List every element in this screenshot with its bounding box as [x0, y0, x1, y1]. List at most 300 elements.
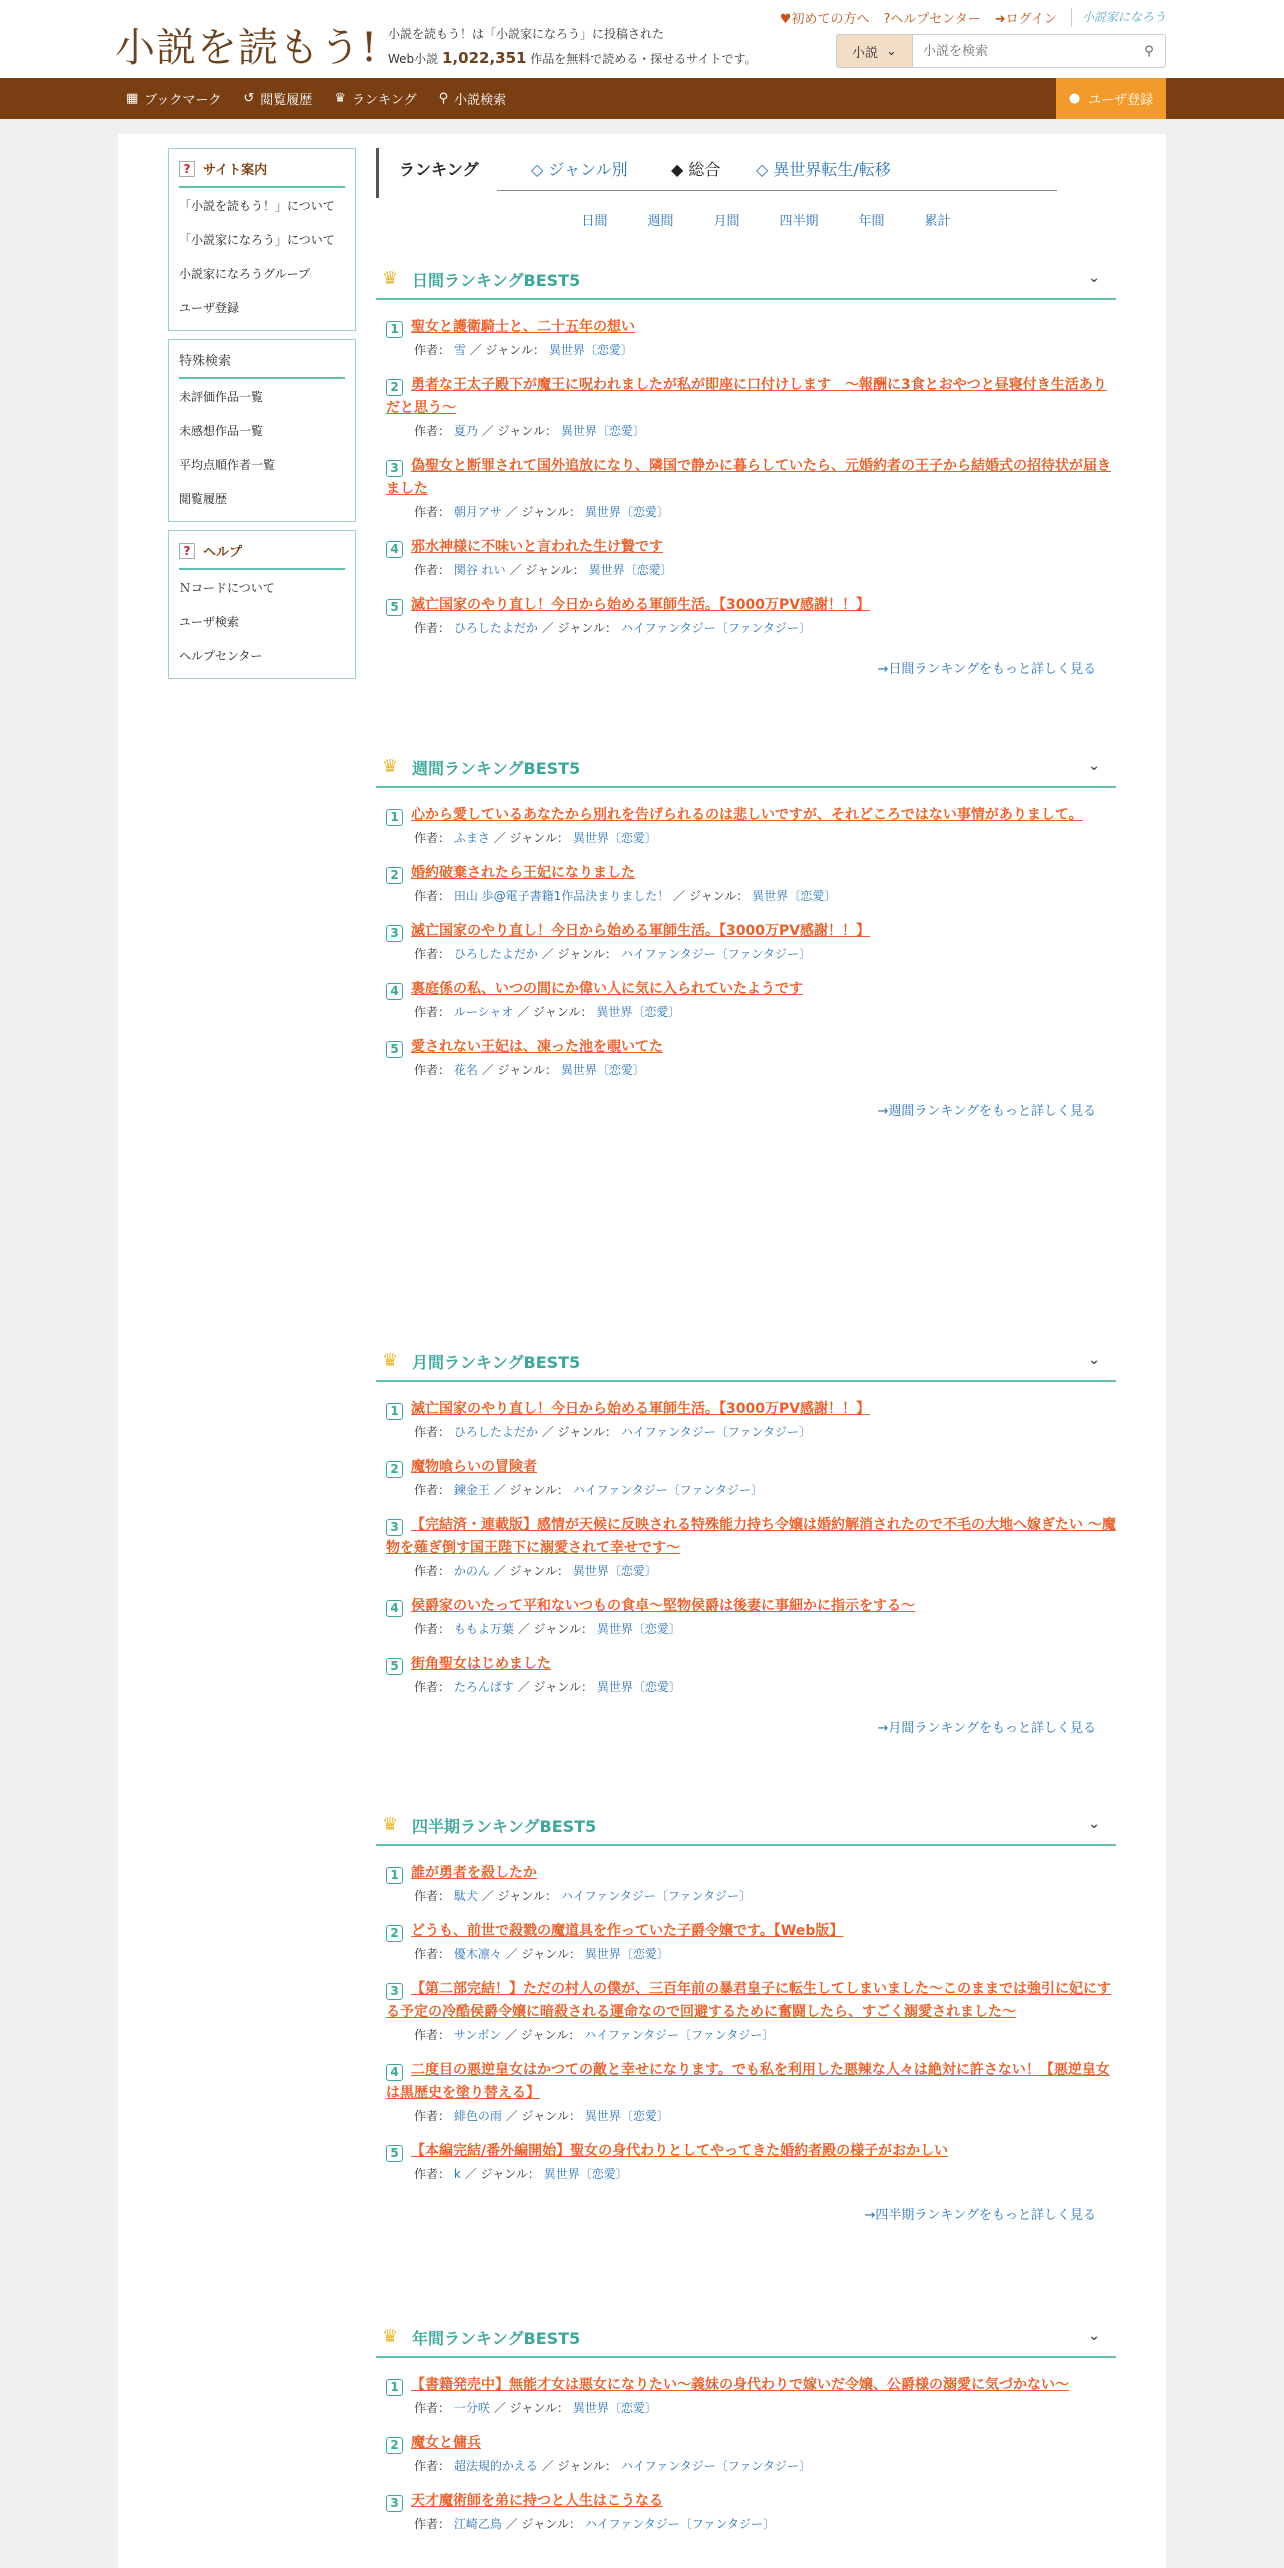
entry-title-row	[386, 1398, 1116, 1421]
tab-overall[interactable]: ◆ 総合	[671, 160, 721, 179]
genre-label: ジャンル：	[525, 563, 585, 577]
genre-link[interactable]: ハイファンタジー〔ファンタジー〕	[620, 947, 812, 961]
sidebar-guide-title	[179, 149, 345, 188]
entry-title-row	[386, 455, 1116, 501]
entry-title-row	[386, 804, 1116, 827]
entry-title-link[interactable]: 愛されない王妃は、凍った池を覗いてた	[411, 1039, 663, 1055]
genre-label: ジャンル：	[485, 343, 545, 357]
author-label: 作者：	[414, 563, 451, 577]
crown-icon: ♛	[334, 91, 346, 106]
genre-link[interactable]: 異世界〔恋愛〕	[584, 1947, 669, 1961]
sidebar-item-help-center[interactable]: ヘルプセンター	[179, 649, 263, 663]
tagline-prefix: Web小説	[388, 52, 439, 66]
meta-separator: ／	[505, 2028, 518, 2042]
period-links	[376, 210, 1116, 229]
ranking-entry	[376, 455, 1116, 520]
entry-meta	[386, 2026, 1116, 2043]
meta-separator: ／	[541, 1425, 554, 1439]
section-title: 週間ランキングBEST5	[412, 758, 581, 778]
author-label: 作者：	[414, 831, 451, 845]
top-links	[780, 8, 1166, 27]
meta-separator: ／	[481, 1063, 494, 1077]
entry-meta	[386, 945, 1116, 962]
ranking-entry	[376, 1456, 1116, 1498]
ranking-entry	[376, 1653, 1116, 1695]
section-header[interactable]	[376, 260, 1116, 300]
sidebar-item-ncode[interactable]: Ｎコードについて	[179, 581, 275, 595]
sidebar-item-user-search[interactable]: ユーザ検索	[179, 615, 240, 629]
author-link[interactable]: 超法規的かえる	[453, 2459, 538, 2473]
nav-search[interactable]	[439, 89, 507, 108]
period-quarterly[interactable]: 四半期	[779, 214, 819, 229]
author-link[interactable]: 一分咲	[453, 2401, 490, 2415]
author-label: 作者：	[414, 1063, 451, 1077]
ranking-entry	[376, 1036, 1116, 1078]
register-button[interactable]	[1056, 78, 1166, 119]
author-label: 作者：	[414, 1005, 451, 1019]
entry-title-link[interactable]: 誰が勇者を殺したか	[411, 1865, 537, 1881]
genre-label: ジャンル：	[521, 1947, 581, 1961]
genre-label: ジャンル：	[520, 2028, 581, 2042]
section-header[interactable]	[376, 2318, 1116, 2358]
genre-label: ジャンル：	[557, 1425, 617, 1439]
entry-meta	[386, 1481, 1116, 1498]
ranking-entry	[376, 2059, 1116, 2124]
help-center-link[interactable]: ?ヘルプセンター	[883, 12, 981, 27]
sidebar-special-title: 特殊検索	[179, 340, 345, 379]
entry-title-row	[386, 1862, 1116, 1885]
genre-label: ジャンル：	[497, 424, 557, 438]
entry-meta	[386, 1678, 1116, 1695]
author-link[interactable]: 江崎乙鳥	[453, 2517, 502, 2531]
author-link[interactable]: ひろしたよだか	[453, 1425, 538, 1439]
genre-link[interactable]: ハイファンタジー〔ファンタジー〕	[560, 1889, 752, 1903]
meta-separator: ／	[541, 621, 554, 635]
rank-badge: 1	[386, 809, 403, 826]
entry-title-link[interactable]: 滅亡国家のやり直し！今日から始める軍師生活。【3000万PV感謝！！】	[411, 597, 871, 613]
genre-label: ジャンル：	[497, 1063, 557, 1077]
sidebar-item-average-authors[interactable]: 平均点順作者一覧	[179, 458, 276, 472]
first-visit-label: 初めての方へ	[791, 12, 870, 27]
entry-meta	[386, 341, 1116, 358]
work-count: 1,022,351	[442, 49, 527, 67]
ranking-entry	[376, 536, 1116, 578]
rank-badge: 4	[386, 983, 403, 1000]
author-link[interactable]: 雪	[453, 343, 466, 357]
more-ranking-link[interactable]: →週間ランキングをもっと詳しく見る	[877, 1104, 1096, 1119]
genre-link[interactable]: 異世界〔恋愛〕	[548, 343, 633, 357]
genre-link[interactable]: 異世界〔恋愛〕	[588, 563, 673, 577]
meta-separator: ／	[481, 1889, 494, 1903]
entry-title-row	[386, 920, 1116, 943]
help-center-label: ヘルプセンター	[890, 12, 981, 27]
entry-title-row	[386, 316, 1116, 339]
chevron-down-icon[interactable]: ⌄	[1088, 758, 1100, 774]
chevron-down-icon[interactable]: ⌄	[1088, 1816, 1100, 1832]
search-input[interactable]	[913, 35, 1133, 67]
rank-badge: 3	[386, 1983, 403, 2000]
genre-link[interactable]: 異世界〔恋愛〕	[596, 1622, 681, 1636]
help-icon: ?	[179, 161, 195, 177]
genre-link[interactable]: 異世界〔恋愛〕	[560, 424, 645, 438]
nav-bookmark-label: ブックマーク	[144, 93, 222, 108]
genre-link[interactable]: 異世界〔恋愛〕	[572, 1564, 657, 1578]
login-link[interactable]: ➜ログイン	[994, 12, 1057, 27]
entry-title-link[interactable]: 聖女と護衛騎士と、二十五年の想い	[411, 319, 635, 335]
sidebar-item-history[interactable]: 閲覧履歴	[179, 492, 228, 506]
rank-badge: 3	[386, 2495, 403, 2512]
ranking-entry	[376, 1862, 1116, 1904]
author-label: 作者：	[414, 1425, 451, 1439]
main-content	[376, 148, 1116, 2531]
entry-title-link[interactable]: 勇者な王太子殿下が魔王に呪われましたが私が即座に口付けします 〜報酬に3食とおやつと昼寝付き生活ありだと思う〜	[386, 377, 1107, 416]
rank-badge: 2	[386, 867, 403, 884]
sidebar-item-register[interactable]: ユーザ登録	[179, 301, 240, 315]
entry-meta	[386, 829, 1116, 846]
entry-title-link[interactable]: 偽聖女と断罪されて国外追放になり、隣国で静かに暮らしていたら、元婚約者の王子から結婚式の招待状が届きました	[386, 458, 1111, 497]
rank-badge: 5	[386, 599, 403, 616]
entry-title-link[interactable]: 邪水神様に不味いと言われた生け贄です	[411, 539, 663, 555]
rank-badge: 4	[386, 541, 403, 558]
genre-link[interactable]: ハイファンタジー〔ファンタジー〕	[572, 1483, 764, 1497]
rank-badge: 3	[386, 460, 403, 477]
site-header	[0, 0, 1284, 78]
entry-title-link[interactable]: 二度目の悪逆皇女はかつての敵と幸せになります。でも私を利用した悪辣な人々は絶対に許さない！【悪逆皇女は黒歴史を塗り替える】	[386, 2062, 1110, 2101]
genre-label: ジャンル：	[497, 1889, 557, 1903]
genre-link[interactable]: ハイファンタジー〔ファンタジー〕	[584, 2028, 775, 2042]
entry-title-link[interactable]: 心から愛しているあなたから別れを告げられるのは悲しいですが、それどころではない事情がありまして。	[411, 807, 1083, 823]
author-link[interactable]: ルーシャオ	[453, 1005, 514, 1019]
meta-separator: ／	[517, 1680, 530, 1694]
ranking-section	[376, 748, 1116, 1119]
author-link[interactable]: ひろしたよだか	[453, 621, 538, 635]
narou-logo-link[interactable]: 小説家になろう	[1071, 8, 1166, 27]
help-icon: ?	[179, 543, 195, 559]
bookmark-icon: ▦	[126, 91, 139, 106]
meta-separator: ／	[541, 947, 554, 961]
sidebar-item-about-yomou[interactable]: 「小説を読もう！」について	[179, 199, 335, 213]
author-link[interactable]: たろんぱす	[453, 1680, 514, 1694]
author-label: 作者：	[414, 1622, 451, 1636]
genre-label: ジャンル：	[521, 2517, 581, 2531]
tab-ranking-heading: ランキング	[399, 160, 479, 179]
genre-link[interactable]: ハイファンタジー〔ファンタジー〕	[620, 2459, 812, 2473]
entry-meta	[386, 1887, 1116, 1904]
genre-link[interactable]: 異世界〔恋愛〕	[543, 2167, 628, 2181]
author-link[interactable]: サンボン	[453, 2028, 502, 2042]
ranking-entry	[376, 1978, 1116, 2043]
site-logo[interactable]: 小説を読もう!	[115, 25, 379, 71]
search-category-select[interactable]	[837, 35, 913, 67]
rank-badge: 3	[386, 1519, 403, 1536]
genre-link[interactable]: 異世界〔恋愛〕	[560, 1063, 645, 1077]
more-ranking-link[interactable]: →月間ランキングをもっと詳しく見る	[877, 1721, 1096, 1736]
chevron-down-icon[interactable]: ⌄	[1088, 2328, 1100, 2344]
entry-meta	[386, 503, 1116, 520]
author-label: 作者：	[414, 889, 451, 903]
genre-label: ジャンル：	[533, 1005, 593, 1019]
author-link[interactable]: 田山 歩@電子書籍1作品決まりました！	[453, 889, 670, 903]
meta-separator: ／	[541, 2459, 554, 2473]
entry-meta	[386, 422, 1116, 439]
entry-title-link[interactable]: 【第二部完結！】ただの村人の僕が、三百年前の暴君皇子に転生してしまいました～このままでは強引に妃にする予定の冷酷侯爵令嬢に暗殺される運命なので回避するために奮闘したら、すごく溺愛されました～	[386, 1981, 1111, 2020]
entry-meta	[386, 2107, 1116, 2124]
entry-title-row	[386, 594, 1116, 617]
nav-search-label: 小説検索	[454, 93, 507, 108]
author-label: 作者：	[414, 1947, 451, 1961]
ranking-section	[376, 260, 1116, 677]
genre-label: ジャンル：	[509, 1483, 569, 1497]
genre-label: ジャンル：	[533, 1622, 593, 1636]
entry-meta	[386, 1562, 1116, 1579]
period-total[interactable]: 累計	[924, 214, 951, 229]
entry-title-row	[386, 1595, 1116, 1618]
nav-ranking-label: ランキング	[351, 93, 417, 108]
genre-link[interactable]: 異世界〔恋愛〕	[572, 831, 657, 845]
meta-separator: ／	[493, 2401, 506, 2415]
meta-separator: ／	[493, 1483, 506, 1497]
meta-separator: ／	[505, 2517, 518, 2531]
rank-badge: 2	[386, 2437, 403, 2454]
entry-title-link[interactable]: 滅亡国家のやり直し！今日から始める軍師生活。【3000万PV感謝！！】	[411, 1401, 871, 1417]
entry-meta	[386, 1620, 1116, 1637]
chevron-down-icon[interactable]: ⌄	[1088, 270, 1100, 286]
entry-meta	[386, 2515, 1116, 2532]
entry-title-link[interactable]: どうも、前世で殺戮の魔道具を作っていた子爵令嬢です。【Web版】	[411, 1923, 844, 1939]
entry-title-link[interactable]: 滅亡国家のやり直し！今日から始める軍師生活。【3000万PV感謝！！】	[411, 923, 871, 939]
sidebar-item-narou-group[interactable]: 小説家になろうグループ	[179, 267, 311, 281]
genre-label: ジャンル：	[557, 947, 617, 961]
genre-link[interactable]: 異世界〔恋愛〕	[584, 505, 669, 519]
ranking-entry	[376, 1514, 1116, 1579]
meta-separator: ／	[673, 889, 686, 903]
author-label: 作者：	[414, 2517, 451, 2531]
author-link[interactable]: k	[453, 2167, 461, 2181]
chevron-down-icon[interactable]: ⌄	[1088, 1352, 1100, 1368]
nav-bookmark[interactable]	[126, 89, 221, 108]
author-label: 作者：	[414, 1680, 451, 1694]
author-label: 作者：	[414, 2109, 451, 2123]
tagline-line2	[388, 46, 757, 71]
section-header[interactable]	[376, 1806, 1116, 1846]
entry-title-row	[386, 1920, 1116, 1943]
entry-title-link[interactable]: 【書籍発売中】無能才女は悪女になりたい～義妹の身代わりで嫁いだ令嬢、公爵様の溺愛に気づかない～	[411, 2377, 1069, 2393]
author-label: 作者：	[414, 2401, 451, 2415]
ranking-entry	[376, 2140, 1116, 2182]
more-ranking-link[interactable]: →四半期ランキングをもっと詳しく見る	[864, 2208, 1096, 2223]
rank-badge: 2	[386, 1925, 403, 1942]
entry-meta	[386, 1061, 1116, 1078]
entry-title-link[interactable]: 裏庭係の私、いつの間にか偉い人に気に入られていたようです	[411, 981, 803, 997]
ranking-section	[376, 1342, 1116, 1736]
author-label: 作者：	[414, 621, 451, 635]
rank-badge: 1	[386, 2379, 403, 2396]
main-nav	[0, 78, 1284, 119]
author-label: 作者：	[414, 1564, 451, 1578]
search-icon: ⚲	[438, 91, 449, 106]
meta-separator: ／	[517, 1622, 530, 1636]
ranking-tabbar	[376, 148, 1116, 198]
author-link[interactable]: ひろしたよだか	[453, 947, 538, 961]
entry-title-link[interactable]: 街角聖女はじめました	[411, 1656, 551, 1672]
ranking-entry	[376, 862, 1116, 904]
author-label: 作者：	[414, 505, 451, 519]
meta-separator: ／	[464, 2167, 477, 2181]
entry-title-row	[386, 374, 1116, 420]
genre-label: ジャンル：	[509, 2401, 569, 2415]
entry-title-row	[386, 2374, 1116, 2397]
period-weekly[interactable]: 週間	[647, 214, 674, 229]
meta-separator: ／	[469, 343, 482, 357]
search-button[interactable]	[1133, 35, 1165, 67]
more-ranking-link[interactable]: →日間ランキングをもっと詳しく見る	[877, 662, 1096, 677]
period-yearly[interactable]: 年間	[858, 214, 885, 229]
author-link[interactable]: 優木凛々	[453, 1947, 502, 1961]
period-daily[interactable]: 日間	[581, 214, 608, 229]
entry-title-row	[386, 2490, 1116, 2513]
login-label: ログイン	[1005, 12, 1057, 27]
genre-link[interactable]: 異世界〔恋愛〕	[596, 1680, 681, 1694]
entry-meta	[386, 619, 1116, 636]
ranking-entry	[376, 2432, 1116, 2474]
rank-badge: 1	[386, 1403, 403, 1420]
ranking-entry	[376, 1595, 1116, 1637]
tagline-line1: 小説を読もう！は「小説家になろう」に投稿された	[388, 27, 665, 41]
ranking-entry	[376, 594, 1116, 636]
section-title: 年間ランキングBEST5	[412, 2328, 581, 2348]
author-link[interactable]: ふまさ	[453, 831, 490, 845]
author-link[interactable]: 駄犬	[453, 1889, 478, 1903]
author-label: 作者：	[414, 2459, 451, 2473]
nav-history-label: 閲覧履歴	[260, 93, 313, 108]
entry-title-row	[386, 2140, 1116, 2163]
entry-title-row	[386, 862, 1116, 885]
meta-separator: ／	[493, 831, 506, 845]
genre-label: ジャンル：	[557, 621, 617, 635]
author-link[interactable]: かのん	[453, 1564, 490, 1578]
author-link[interactable]: 緋色の雨	[453, 2109, 502, 2123]
genre-label: ジャンル：	[533, 1680, 593, 1694]
entry-title-row	[386, 2059, 1116, 2105]
nav-ranking[interactable]	[334, 89, 416, 108]
entry-title-link[interactable]: 魔物喰らいの冒険者	[411, 1459, 537, 1475]
author-link[interactable]: 関谷 れい	[453, 563, 506, 577]
rank-badge: 5	[386, 2145, 403, 2162]
search-box	[836, 34, 1166, 68]
genre-link[interactable]: 異世界〔恋愛〕	[572, 2401, 657, 2415]
author-label: 作者：	[414, 343, 451, 357]
author-label: 作者：	[414, 2028, 451, 2042]
section-header[interactable]	[376, 748, 1116, 788]
author-label: 作者：	[414, 947, 451, 961]
meta-separator: ／	[517, 1005, 530, 1019]
author-label: 作者：	[414, 1483, 451, 1497]
section-title: 四半期ランキングBEST5	[412, 1816, 597, 1836]
entry-title-link[interactable]: 魔女と傭兵	[411, 2435, 481, 2451]
section-header[interactable]	[376, 1342, 1116, 1382]
crown-icon: ♛	[382, 268, 399, 289]
author-label: 作者：	[414, 2167, 451, 2181]
genre-link[interactable]: ハイファンタジー〔ファンタジー〕	[620, 1425, 812, 1439]
tab-isekai[interactable]: ◇ 異世界転生/転移	[756, 160, 891, 179]
entry-meta	[386, 1423, 1116, 1440]
genre-link[interactable]: ハイファンタジー〔ファンタジー〕	[584, 2517, 776, 2531]
section-title: 月間ランキングBEST5	[412, 1352, 581, 1372]
ranking-entry	[376, 920, 1116, 962]
author-label: 作者：	[414, 424, 451, 438]
tab-underline	[497, 190, 1057, 191]
section-title: 日間ランキングBEST5	[412, 270, 581, 290]
meta-separator: ／	[505, 1947, 518, 1961]
entry-title-link[interactable]: 【完結済・連載版】感情が天候に反映される特殊能力持ち令嬢は婚約解消されたので不毛の大地へ嫁ぎたい ～魔物を薙ぎ倒す国王陛下に溺愛されて幸せです～	[386, 1517, 1116, 1556]
entry-title-row	[386, 978, 1116, 1001]
chevron-down-icon: ⌄	[886, 43, 897, 59]
sidebar-item-about-narou[interactable]: 「小説家になろう」について	[179, 233, 335, 247]
crown-icon: ♛	[382, 2326, 399, 2347]
genre-label: ジャンル：	[557, 2459, 617, 2473]
author-link[interactable]: 朝月アサ	[453, 505, 502, 519]
author-link[interactable]: 鍊金王	[453, 1483, 490, 1497]
entry-title-row	[386, 1036, 1116, 1059]
entry-title-row	[386, 536, 1116, 559]
author-link[interactable]: ももよ万葉	[453, 1622, 514, 1636]
period-monthly[interactable]: 月間	[713, 214, 740, 229]
sidebar-guide	[168, 148, 356, 331]
rank-badge: 5	[386, 1041, 403, 1058]
crown-icon: ♛	[382, 756, 399, 777]
user-icon: ●	[1068, 91, 1081, 106]
entry-meta	[386, 1945, 1116, 1962]
ranking-entry	[376, 316, 1116, 358]
first-visit-link[interactable]: ♥初めての方へ	[779, 12, 870, 27]
ranking-entry	[376, 978, 1116, 1020]
genre-link[interactable]: 異世界〔恋愛〕	[584, 2109, 669, 2123]
meta-separator: ／	[481, 424, 494, 438]
register-label: ユーザ登録	[1088, 93, 1154, 108]
entry-title-row	[386, 1978, 1116, 2024]
genre-label: ジャンル：	[688, 889, 749, 903]
nav-history[interactable]	[243, 89, 312, 108]
history-icon: ↺	[243, 91, 255, 106]
genre-label: ジャンル：	[521, 505, 581, 519]
genre-label: ジャンル：	[480, 2167, 540, 2181]
ranking-entry	[376, 1398, 1116, 1440]
genre-link[interactable]: ハイファンタジー〔ファンタジー〕	[620, 621, 812, 635]
entry-meta	[386, 2457, 1116, 2474]
meta-separator: ／	[505, 505, 518, 519]
ranking-entry	[376, 1920, 1116, 1962]
author-link[interactable]: 夏乃	[453, 424, 478, 438]
entry-title-row	[386, 1456, 1116, 1479]
entry-title-link[interactable]: 婚約破棄されたら王妃になりました	[411, 865, 635, 881]
sidebar-item-unrated[interactable]: 未評価作品一覧	[179, 390, 264, 404]
author-link[interactable]: 花名	[453, 1063, 478, 1077]
tab-genre[interactable]: ◇ ジャンル別	[531, 160, 628, 179]
entry-title-link[interactable]: 天才魔術師を弟に持つと人生はこうなる	[411, 2493, 663, 2509]
meta-separator: ／	[493, 1564, 506, 1578]
genre-link[interactable]: 異世界〔恋愛〕	[752, 889, 837, 903]
entry-meta	[386, 887, 1116, 904]
ranking-entry	[376, 2374, 1116, 2416]
rank-badge: 2	[386, 1461, 403, 1478]
entry-meta	[386, 1003, 1116, 1020]
entry-title-link[interactable]: 侯爵家のいたって平和ないつもの食卓～堅物侯爵は後妻に事細かに指示をする～	[411, 1598, 915, 1614]
author-label: 作者：	[414, 1889, 451, 1903]
entry-title-link[interactable]: 【本編完結/番外編開始】聖女の身代わりとしてやってきた婚約者殿の様子がおかしい	[411, 2143, 949, 2159]
ranking-entry	[376, 804, 1116, 846]
sidebar-item-no-review[interactable]: 未感想作品一覧	[179, 424, 264, 438]
genre-link[interactable]: 異世界〔恋愛〕	[596, 1005, 681, 1019]
